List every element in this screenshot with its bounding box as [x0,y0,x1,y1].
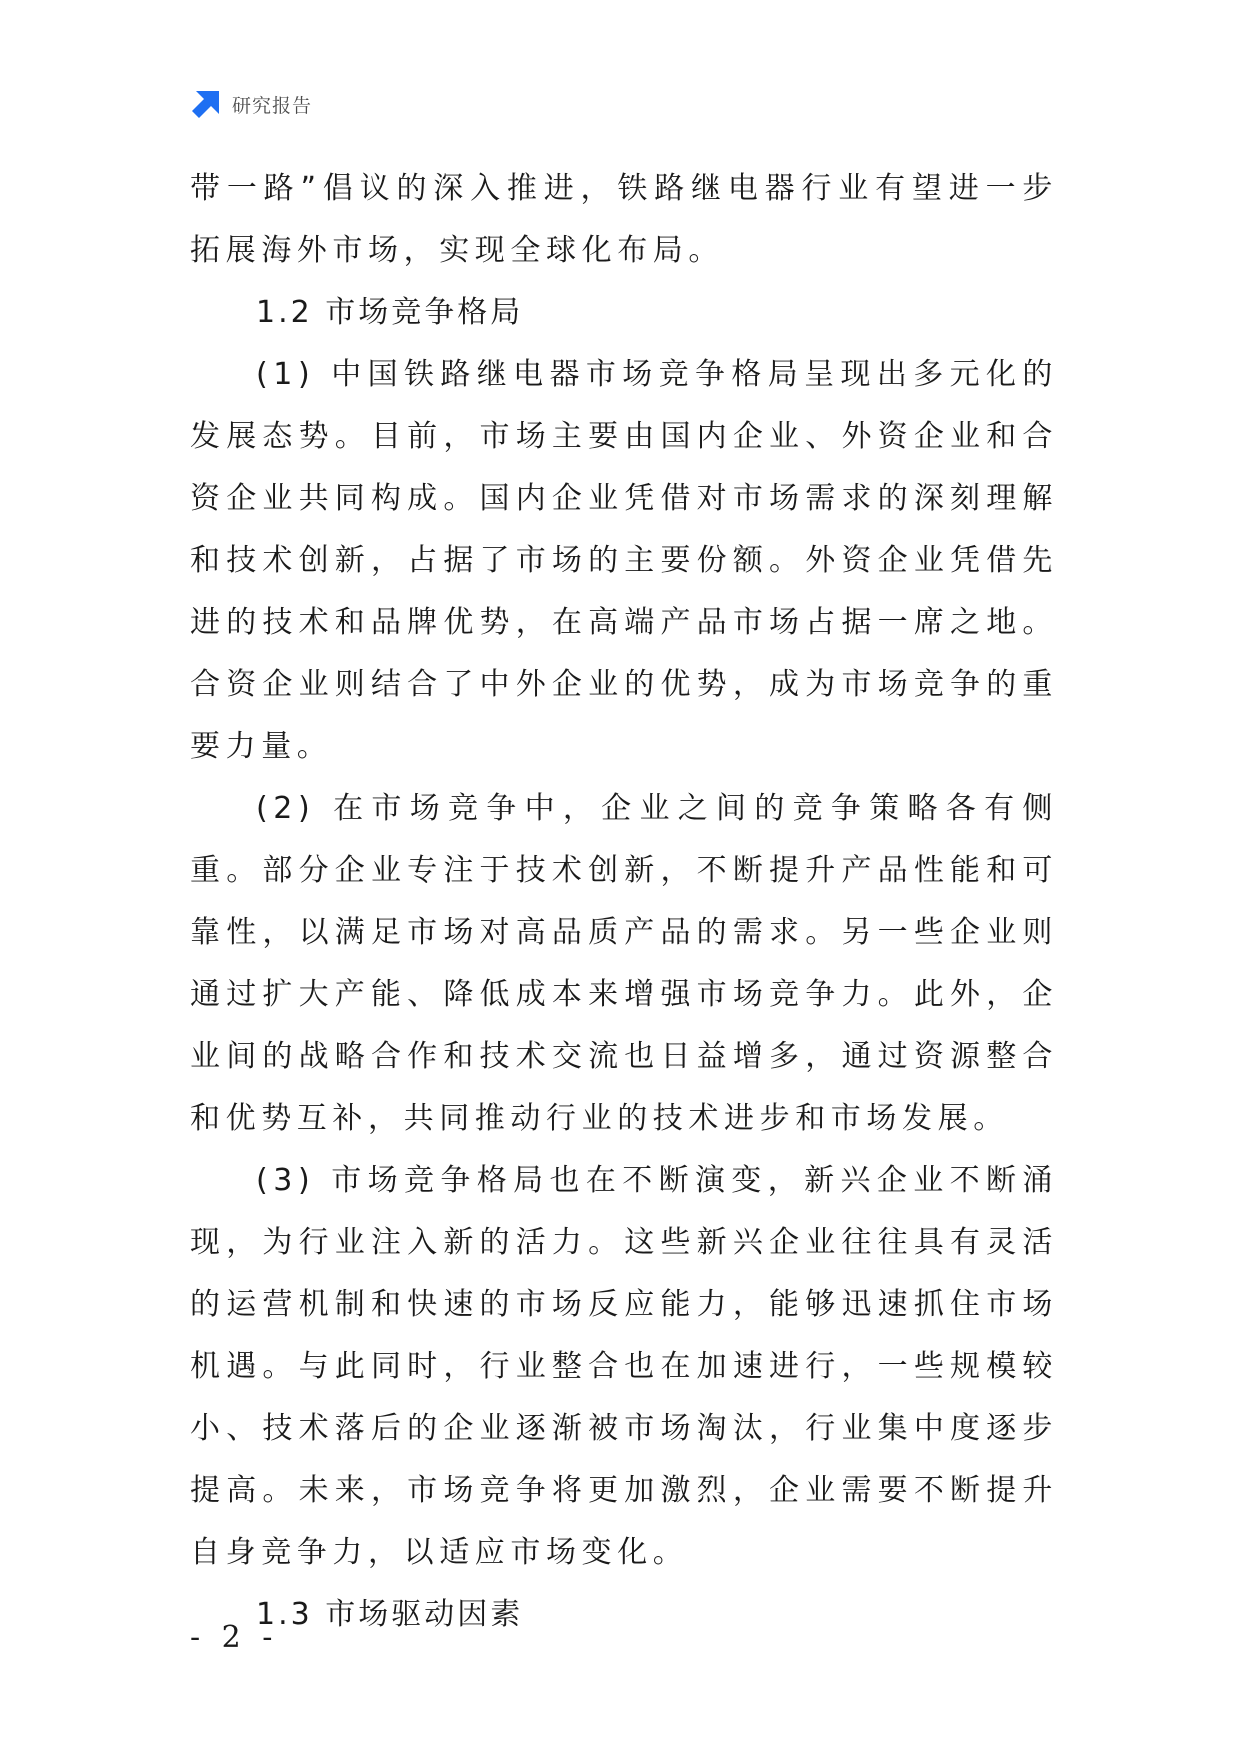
document-body [190,158,1058,1646]
paragraph-2: (2) 在市场竞争中，企业之间的竞争策略各有侧重。部分企业专注于技术创新，不断提升产品性能和可靠性，以满足市场对高品质产品的需求。另一些企业则通过扩大产能、降低成本来增强市场竞争力。此外，企业间的战略合作和技术交流也日益增多，通过资源整合和优势互补，共同推动行业的技术进步和市场发展。 [190,791,1058,1136]
page-number: - 2 - [190,1620,279,1655]
arrow-up-right-icon [190,88,222,120]
section-heading-1-2: 1.2 市场竞争格局 [256,295,524,330]
section-heading-1-3: 1.3 市场驱动因素 [256,1597,524,1632]
paragraph-continuation: 带一路”倡议的深入推进，铁路继电器行业有望进一步拓展海外市场，实现全球化布局。 [190,171,1058,268]
report-header [190,88,312,120]
paragraph-1: (1) 中国铁路继电器市场竞争格局呈现出多元化的发展态势。目前，市场主要由国内企业、外资企业和合资企业共同构成。国内企业凭借对市场需求的深刻理解和技术创新，占据了市场的主要份额。外资企业凭借先进的技术和品牌优势，在高端产品市场占据一席之地。合资企业则结合了中外企业的优势，成为市场竞争的重要力量。 [190,357,1058,764]
header-label: 研究报告 [232,94,313,117]
paragraph-3: (3) 市场竞争格局也在不断演变，新兴企业不断涌现，为行业注入新的活力。这些新兴企业往往具有灵活的运营机制和快速的市场反应能力，能够迅速抓住市场机遇。与此同时，行业整合也在加速进行，一些规模较小、技术落后的企业逐渐被市场淘汰，行业集中度逐步提高。未来，市场竞争将更加激烈，企业需要不断提升自身竞争力，以适应市场变化。 [190,1163,1058,1570]
